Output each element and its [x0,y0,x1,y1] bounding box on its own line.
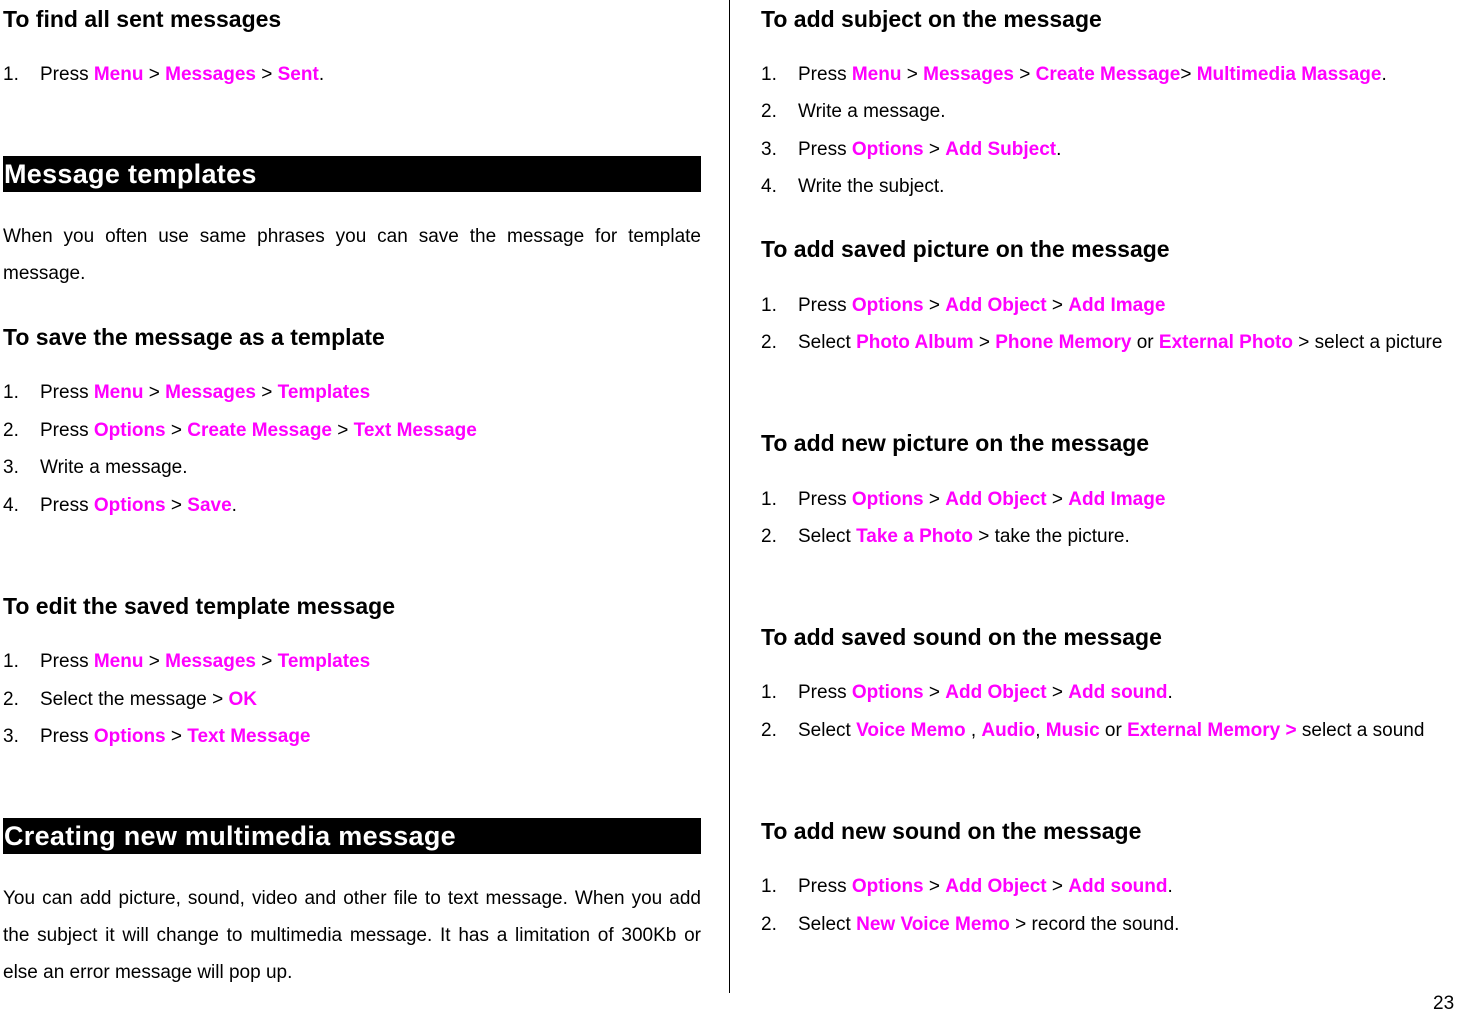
saved-picture-step-1: 1. Press Options > Add Object > Add Image [761,295,1166,316]
saved-sound-step-2: 2. Select Voice Memo , Audio, Music or External Memory > select a sound [761,720,1425,741]
save-template-step-1: 1. Press Menu > Messages > Templates [3,382,371,403]
saved-picture-step-2: 2. Select Photo Album > Phone Memory or External Photo > select a picture [761,332,1443,353]
edit-template-step-1: 1. Press Menu > Messages > Templates [3,651,371,672]
page-number: 23 [1433,993,1455,1014]
edit-template-step-2: 2. Select the message > OK [3,689,258,710]
section-heading-new-sound: To add new sound on the message [761,818,1142,844]
add-subject-step-2: 2. Write a message. [761,101,946,122]
templates-intro-paragraph: When you often use same phrases you can save the message for template message. [3,226,701,284]
section-heading-saved-picture: To add saved picture on the message [761,236,1170,262]
new-picture-step-1: 1. Press Options > Add Object > Add Image [761,489,1166,510]
add-subject-step-4: 4. Write the subject. [761,176,945,197]
new-picture-step-2: 2. Select Take a Photo > take the picture. [761,526,1130,547]
section-heading-save-template: To save the message as a template [3,324,385,350]
add-subject-step-1: 1. Press Menu > Messages > Create Message> Multimedia Massage. [761,64,1387,85]
saved-sound-step-1: 1. Press Options > Add Object > Add sound. [761,682,1173,703]
section-heading-edit-template: To edit the saved template message [3,593,395,619]
new-sound-step-2: 2. Select New Voice Memo > record the sound. [761,914,1180,935]
banner-creating-multimedia: Creating new multimedia message [3,818,701,854]
edit-template-step-3: 3. Press Options > Text Message [3,726,311,747]
save-template-step-4: 4. Press Options > Save. [3,495,237,516]
banner-message-templates: Message templates [3,156,701,192]
section-heading-saved-sound: To add saved sound on the message [761,624,1162,650]
section-heading-find-sent: To find all sent messages [3,6,282,32]
save-template-step-2: 2. Press Options > Create Message > Text Message [3,420,477,441]
add-subject-step-3: 3. Press Options > Add Subject. [761,139,1062,160]
section-heading-add-subject: To add subject on the message [761,6,1102,32]
section-heading-new-picture: To add new picture on the message [761,430,1150,456]
find-sent-step-1: 1. Press Menu > Messages > Sent. [3,64,325,85]
new-sound-step-1: 1. Press Options > Add Object > Add sound. [761,876,1173,897]
column-divider [729,0,730,993]
save-template-step-3: 3. Write a message. [3,457,188,478]
multimedia-intro-paragraph: You can add picture, sound, video and other file to text message. When you add the subject it will change to multimedia message. It has a limitation of 300Kb or else an error message will pop up. [3,888,701,983]
